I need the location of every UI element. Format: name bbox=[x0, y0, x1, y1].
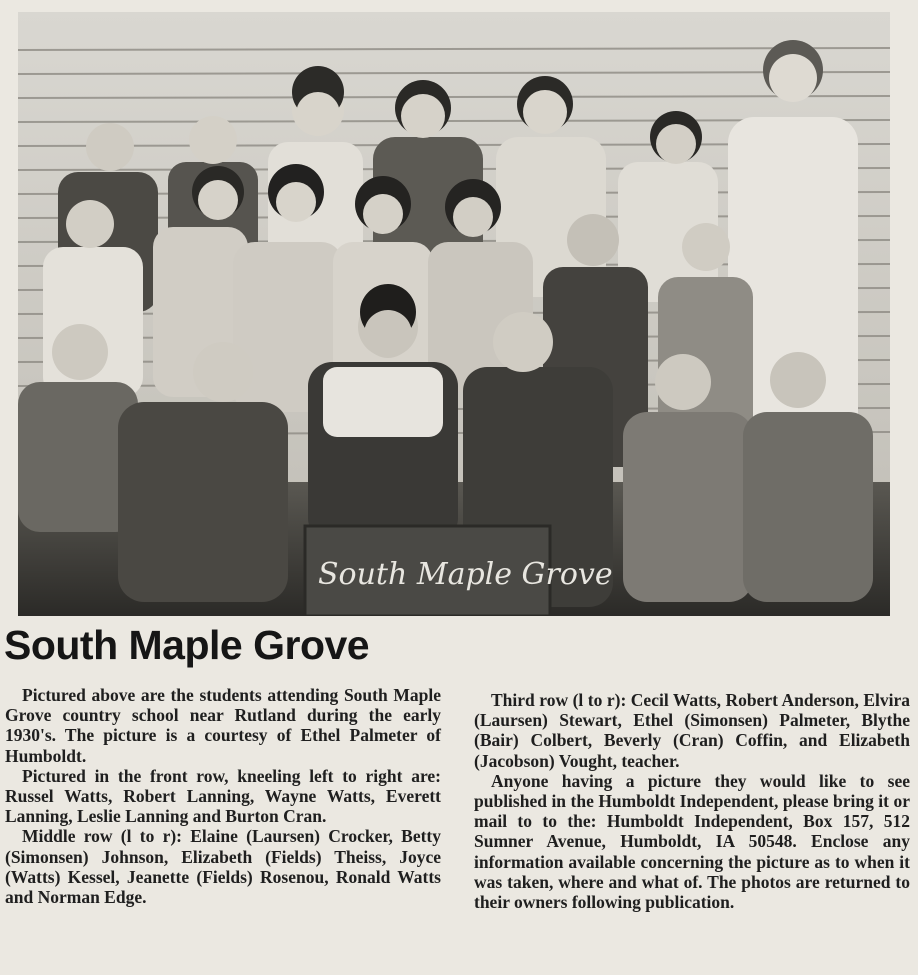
article-paragraph: Pictured in the front row, kneeling left to right are: Russel Watts, Robert Lanning, Wayne Watts, Everett Lanning, Leslie Lanning and Burton Cran. bbox=[5, 765, 441, 827]
article-paragraph: Middle row (l to r): Elaine (Laursen) Crocker, Betty (Simonsen) Johnson, Elizabeth (Fields) Theiss, Joyce (Watts) Kessel, Jeanette (Fields) Rosenou, Ronald Watts and Norman Edge. bbox=[5, 826, 441, 908]
photo-illustration bbox=[18, 12, 890, 616]
article-headline: South Maple Grove bbox=[4, 622, 370, 668]
article-column-left bbox=[5, 685, 441, 907]
sign-caption: South Maple Grove bbox=[318, 557, 613, 592]
article-column-right bbox=[474, 690, 910, 912]
article-paragraph: Third row (l to r): Cecil Watts, Robert Anderson, Elvira (Laursen) Stewart, Ethel (Simonsen) Palmeter, Blythe (Bair) Colbert, Beverly (Cran) Coffin, and Elizabeth (Jacobson) Vought, teacher. bbox=[474, 690, 910, 771]
article-paragraph: Anyone having a picture they would like to see published in the Humboldt Independent, please bring it or mail to to the: Humboldt Independent, Box 157, 512 Sumner Avenue, Humboldt, IA 50548. Enclose any information available concerning the picture as to when it was taken, where and what of. The photos are returned to their owners following publication. bbox=[474, 770, 910, 913]
school-group-photo bbox=[18, 12, 890, 616]
article-paragraph: Pictured above are the students attending South Maple Grove country school near Rutland during the early 1930's. The picture is a courtesy of Ethel Palmeter of Humboldt. bbox=[5, 685, 441, 766]
